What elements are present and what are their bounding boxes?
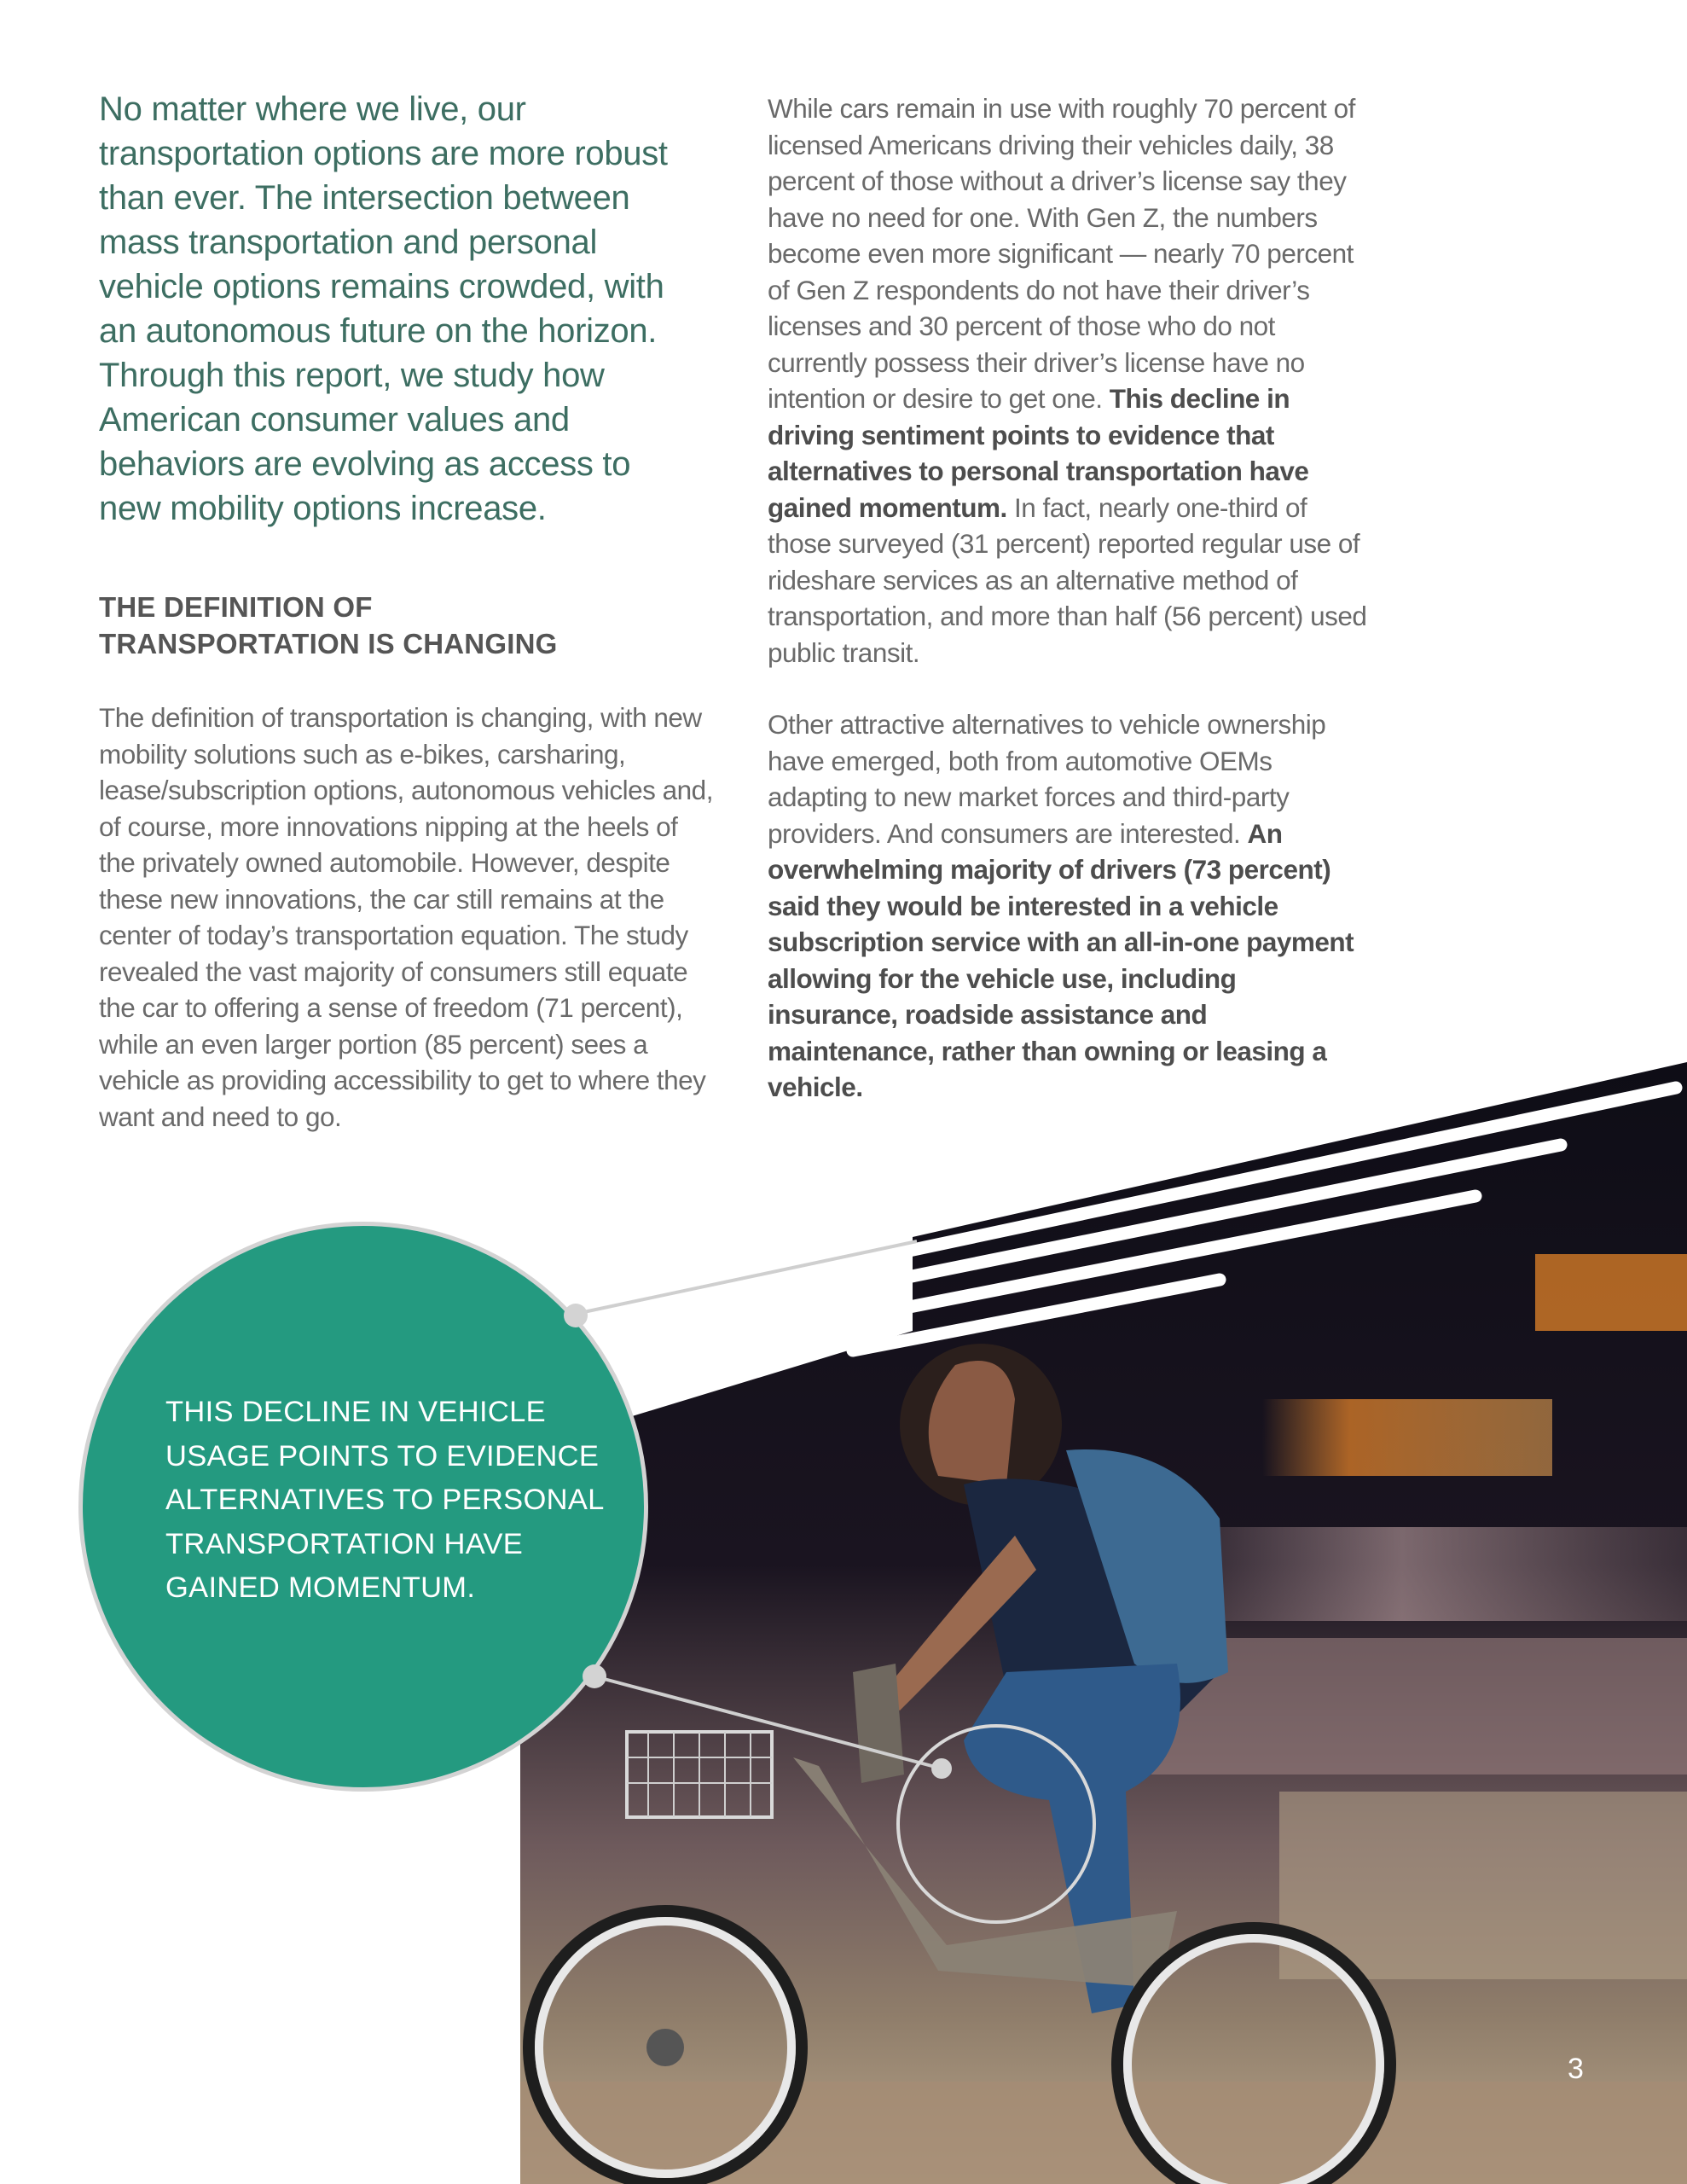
right-paragraph-1-emphasis: This decline in driving sentiment points to evidence that alternatives to personal transportation have gained momentum.: [768, 383, 1309, 523]
lead-paragraph: No matter where we live, our transportation options are more robust than ever. The intersection between mass transportation and personal vehicle options remains crowded, with an autonomous future on the horizon. Through this report, we study how American consumer values and behaviors are evolving as access to new mobility options increase.: [99, 90, 668, 527]
right-paragraph-1-text-b: In fact, nearly one-third of those surveyed (31 percent) reported regular use of rideshare services as an alternative method of transportation, and more than half (56 percent) used public transit.: [768, 491, 1367, 668]
callout-line-4: TRANSPORTATION HAVE: [165, 1527, 524, 1560]
callout-line-3: ALTERNATIVES TO PERSONAL: [165, 1484, 605, 1516]
right-paragraph-2-emphasis: An overwhelming majority of drivers (73 percent) said they would be interested in a vehicle subscription service with an all-in-one payment allowing for the vehicle use, including insurance, roadside assistance and maintenance, rather than owning or leasing a vehicle.: [768, 817, 1354, 1102]
right-paragraph-1-text-a: While cars remain in use with roughly 70 percent of licensed Americans driving their vehicles daily, 38 percent of those without a driver’s license say they have no need for one. With Gen Z, the numbers become even more significant — nearly 70 percent of Gen Z respondents do not have their driver’s licenses and 30 percent of those who do not currently possess their driver’s license have no intention or desire to get one.: [768, 93, 1355, 414]
right-paragraph-2-text: Other attractive alternatives to vehicle ownership have emerged, both from automotive OEMs adapting to new market forces and third-party providers. And consumers are interested.: [768, 709, 1326, 849]
callout-line-2: USAGE POINTS TO EVIDENCE: [165, 1439, 600, 1472]
callout-line-1: THIS DECLINE IN VEHICLE: [165, 1396, 546, 1428]
callout-quote: [165, 1391, 643, 1611]
section-heading-line1: THE DEFINITION OF: [99, 591, 373, 623]
section-heading-line2: TRANSPORTATION IS CHANGING: [99, 628, 558, 659]
callout-line-5: GAINED MOMENTUM.: [165, 1571, 476, 1604]
left-body-paragraph: The definition of transportation is changing, with new mobility solutions such as e-bikes, carsharing, lease/subscription options, autonomous vehicles and, of course, more innovations nipping at the heels of the privately owned automobile. However, despite these new innovations, the car still remains at the center of today’s transportation equation. The study revealed the vast majority of consumers still equate the car to offering a sense of freedom (71 percent), while an even larger portion (85 percent) sees a vehicle as providing accessibility to get to where they want and need to go.: [99, 702, 713, 1132]
page-number: 3: [1568, 2053, 1584, 2085]
